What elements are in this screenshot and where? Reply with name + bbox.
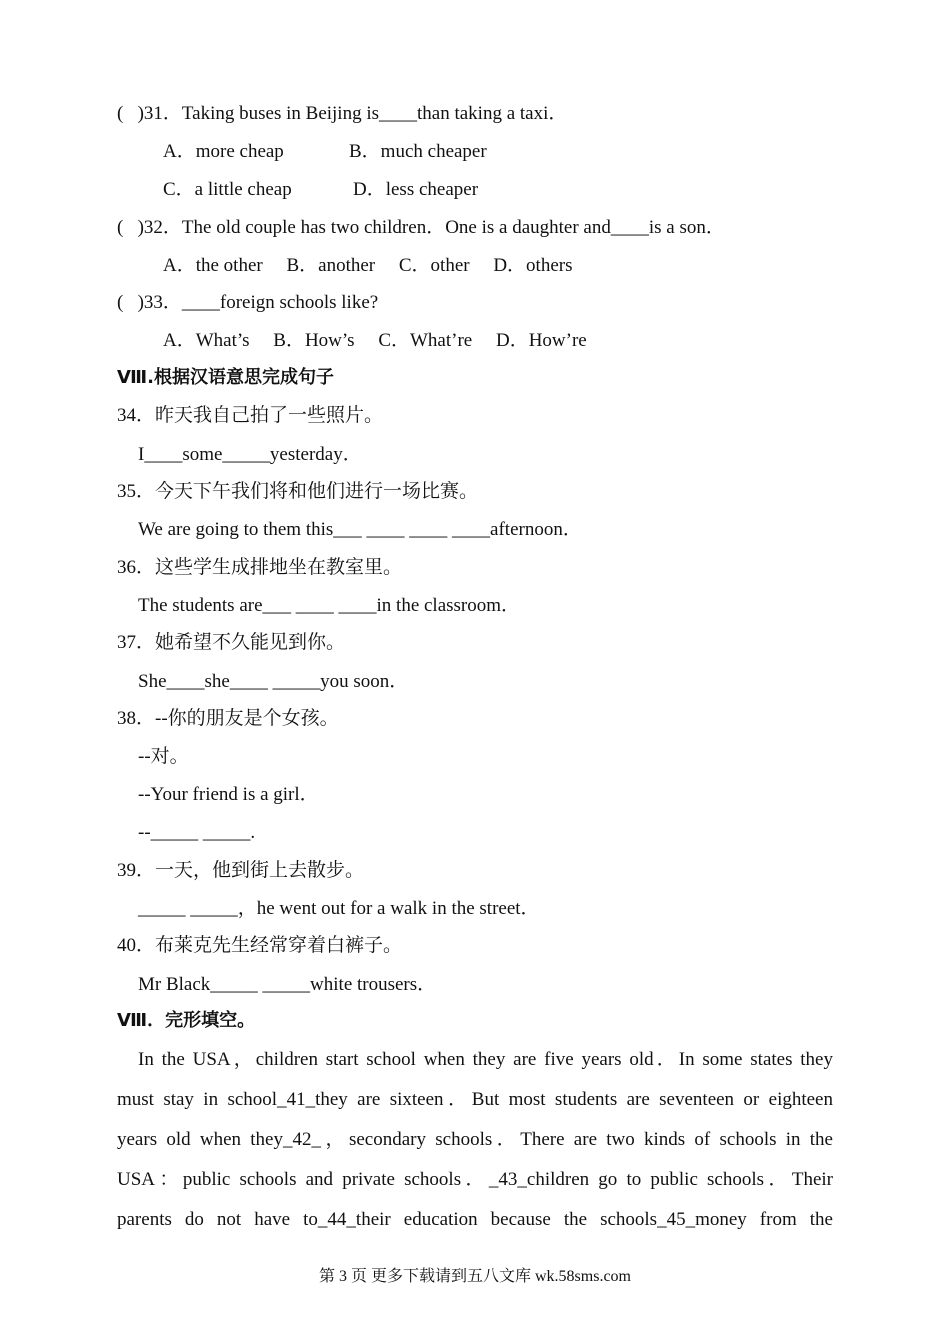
cloze-line: USA：public schools and private schools．_43_children go to public schools．Their xyxy=(117,1169,833,1190)
item-39-chinese: 39．一天，他到街上去散步。 xyxy=(117,860,365,881)
question-31-stem: ( )31．Taking buses in Beijing is____than taking a taxi． xyxy=(117,103,568,124)
question-33-options: A．What’s B．How’s C．What’re D．How’re xyxy=(163,330,587,351)
item-38-chinese-reply: --对。 xyxy=(138,746,189,767)
question-31-option-d: D．less cheaper xyxy=(353,179,479,200)
question-33-stem: ( )33．____foreign schools like? xyxy=(117,292,379,313)
item-35-english: We are going to them this___ ____ ____ ____afternoon． xyxy=(138,519,582,540)
question-31-option-a: A．more cheap xyxy=(163,141,284,162)
item-37-english: She____she____ _____you soon． xyxy=(138,671,409,692)
cloze-passage xyxy=(117,1040,833,1240)
cloze-line: parents do not have to_44_their education because the schools_45_money from the xyxy=(117,1209,833,1230)
page-footer: 第 3 页 更多下载请到五八文库 wk.58sms.com xyxy=(318,1268,631,1285)
cloze-line: years old when they_42_，secondary schools．There are two kinds of schools in the xyxy=(117,1129,833,1150)
section-title-cloze: Ⅷ．完形填空。 xyxy=(117,1010,256,1031)
item-39-english: _____ _____，he went out for a walk in the street． xyxy=(138,898,540,919)
item-38-english-reply: --_____ _____. xyxy=(138,822,256,843)
cloze-line: In the USA，children start school when they are five years old．In some states they xyxy=(138,1049,833,1070)
item-37-chinese: 37．她希望不久能见到你。 xyxy=(117,632,346,653)
item-34-english: I____some_____yesterday． xyxy=(138,444,362,465)
item-36-chinese: 36．这些学生成排地坐在教室里。 xyxy=(117,557,403,578)
question-31-option-c: C．a little cheap xyxy=(163,179,292,200)
item-38-chinese: 38．--你的朋友是个女孩。 xyxy=(117,708,339,729)
item-35-chinese: 35．今天下午我们将和他们进行一场比赛。 xyxy=(117,481,479,502)
section-title-translation: Ⅷ.根据汉语意思完成句子 xyxy=(117,367,334,388)
cloze-line: must stay in school_41_they are sixteen．But most students are seventeen or eighteen xyxy=(117,1089,833,1110)
item-34-chinese: 34．昨天我自己拍了一些照片。 xyxy=(117,405,384,426)
question-32-options: A．the other B．another C．other D．others xyxy=(163,255,573,276)
item-40-english: Mr Black_____ _____white trousers． xyxy=(138,974,437,995)
item-36-english: The students are___ ____ ____in the classroom． xyxy=(138,595,521,616)
item-40-chinese: 40．布莱克先生经常穿着白裤子。 xyxy=(117,935,403,956)
question-31-option-b: B．much cheaper xyxy=(349,141,487,162)
item-38-english-line: --Your friend is a girl． xyxy=(138,784,319,805)
question-32-stem: ( )32．The old couple has two children．One is a daughter and____is a son． xyxy=(117,217,725,238)
